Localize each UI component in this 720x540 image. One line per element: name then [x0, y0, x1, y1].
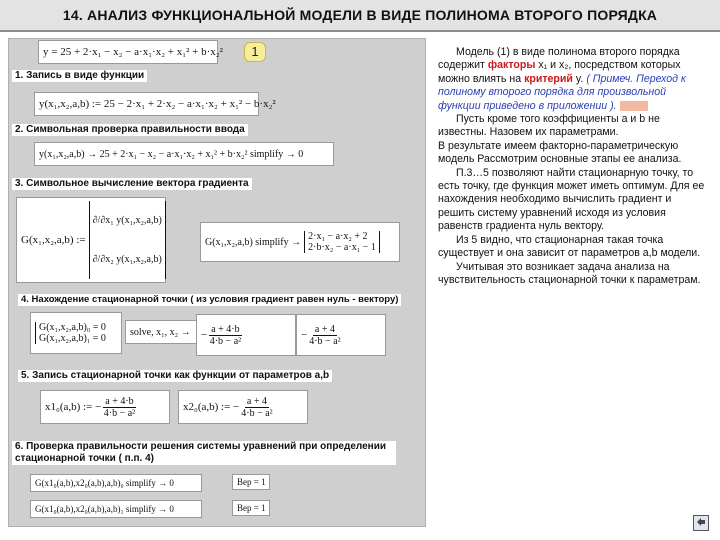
- slide-title: 14. АНАЛИЗ ФУНКЦИОНАЛЬНОЙ МОДЕЛИ В ВИДЕ ПОЛИНОМА ВТОРОГО ПОРЯДКА: [0, 0, 720, 32]
- para-parameters: Пусть кроме того коэффициенты a и b не известны. Назовем их параметрами.: [438, 113, 660, 139]
- section-3-label: 3. Символьное вычисление вектора градиента: [12, 178, 252, 190]
- para-dependence: Из 5 видно, что стационарная такая точка существует и она зависит от параметров a,b модели.: [438, 233, 701, 260]
- gradient-simplified: [200, 222, 400, 262]
- stationary-x2-denominator: 4·b − a²: [241, 407, 273, 419]
- check-result-2: Вер = 1: [232, 500, 270, 516]
- equation-1: G(x₁,x₂,a,b)₀ = 0: [39, 322, 106, 333]
- solution-x2-numerator: a + 4: [314, 323, 335, 335]
- gradient-row-2: 2·b·x₂ − a·x₁ − 1: [308, 242, 376, 253]
- stationary-x2-lhs: x2₀(a,b) := −: [183, 401, 240, 413]
- equation-number-badge: 1: [244, 42, 266, 62]
- solution-x2: − $\frac{a + 4}{\text{4·b − a²}}$: [296, 314, 386, 356]
- stationary-x2-numerator: a + 4: [246, 395, 267, 407]
- section-4-label: 4. Нахождение стационарной точки ( из условия градиент равен нуль - вектору): [18, 294, 401, 306]
- stationary-x2: [178, 390, 308, 424]
- section-6-label: 6. Проверка правильности решения системы уравнений при определении стационарной точки ( п.п. 4): [12, 441, 396, 465]
- input-check-formula: y(x₁,x₂,a,b) → 25 + 2·x₁ − x₂ − a·x₁·x₂ + x₁² + b·x₂² simplify → 0: [34, 142, 334, 166]
- return-icon[interactable]: [693, 515, 709, 531]
- para1-text-c: y.: [575, 72, 584, 85]
- model-formula: y = 25 + 2·x₁ − x₂ − a·x₁·x₂ + x₁² + b·x₂²: [38, 40, 218, 64]
- function-definition: y(x₁,x₂,a,b) := 25 − 2·x₁ + 2·x₂ − a·x₁·x₂ + x₁² − b·x₂²: [34, 92, 259, 116]
- section-5-label: 5. Запись стационарной точки как функции от параметров a,b: [18, 370, 332, 382]
- equation-2: G(x₁,x₂,a,b)₁ = 0: [39, 333, 106, 344]
- solution-x1-denominator: 4·b − a²: [209, 335, 242, 347]
- para-stationary: П.3…5 позволяют найти стационарную точку, то есть точку, где функция может иметь оптимум. Для ее нахождения необходимо вычислить градиент и решить систему уравнений исходя из условия равенств градиента нуль вектору.: [438, 166, 705, 233]
- check-result-1: Вер = 1: [232, 474, 270, 490]
- gradient-row-1: 2·x₁ − a·x₂ + 2: [308, 231, 368, 242]
- partial-x1: ∂/∂x₁ y(x₁,x₂,a,b): [92, 215, 162, 226]
- criterion-highlight: критерий: [524, 72, 573, 85]
- para-sensitivity: Учитывая это возникает задача анализа на чувствительность стационарной точки к параметрам.: [438, 260, 701, 286]
- stationary-x1-lhs: x1₀(a,b) := −: [45, 401, 102, 413]
- solution-x2-denominator: 4·b − a²: [309, 335, 341, 347]
- explanation-text: [438, 46, 708, 287]
- gradient-definition: [16, 197, 166, 283]
- para-model: В результате имеем факторно-параметрическую модель Рассмотрим основные этапы ее анализа.: [438, 139, 682, 166]
- stationary-x1-denominator: 4·b − a²: [103, 407, 136, 419]
- para1-text-b: x₁ и x₂, посредством которых можно влиять на: [438, 59, 681, 85]
- para1-text-a: Модель (1) в виде полинома второго порядка содержит: [438, 46, 680, 72]
- gradient-simplify-lhs: G(x₁,x₂,a,b) simplify →: [205, 236, 302, 248]
- solve-operator: solve, x₁, x₂ →: [125, 320, 200, 344]
- section-2-label: 2. Символьная проверка правильности ввода: [12, 124, 248, 136]
- partial-x2: ∂/∂x₂ y(x₁,x₂,a,b): [92, 254, 162, 265]
- equation-system: [30, 312, 122, 354]
- section-1-label: 1. Запись в виде функции: [12, 70, 147, 82]
- verification-2: G(x1₀(a,b),x2₀(a,b),a,b)₁ simplify → 0: [30, 500, 202, 518]
- appendix-note: ( Примеч. Переход к полиному второго порядка для произвольной функции приведено в приложении ).: [438, 72, 686, 112]
- solution-x1: − $\frac{a + 4\cdot b}{\text{4·b − a²}}$: [196, 314, 296, 356]
- factors-highlight: факторы: [487, 59, 536, 72]
- stationary-x1-numerator: a + 4·b: [105, 395, 134, 407]
- gradient-lhs: G(x₁,x₂,a,b) :=: [21, 234, 86, 246]
- stationary-x1: [40, 390, 170, 424]
- solution-x1-numerator: a + 4·b: [211, 323, 240, 335]
- appendix-link-button[interactable]: [620, 101, 648, 111]
- verification-1: G(x1₀(a,b),x2₀(a,b),a,b)₀ simplify → 0: [30, 474, 202, 492]
